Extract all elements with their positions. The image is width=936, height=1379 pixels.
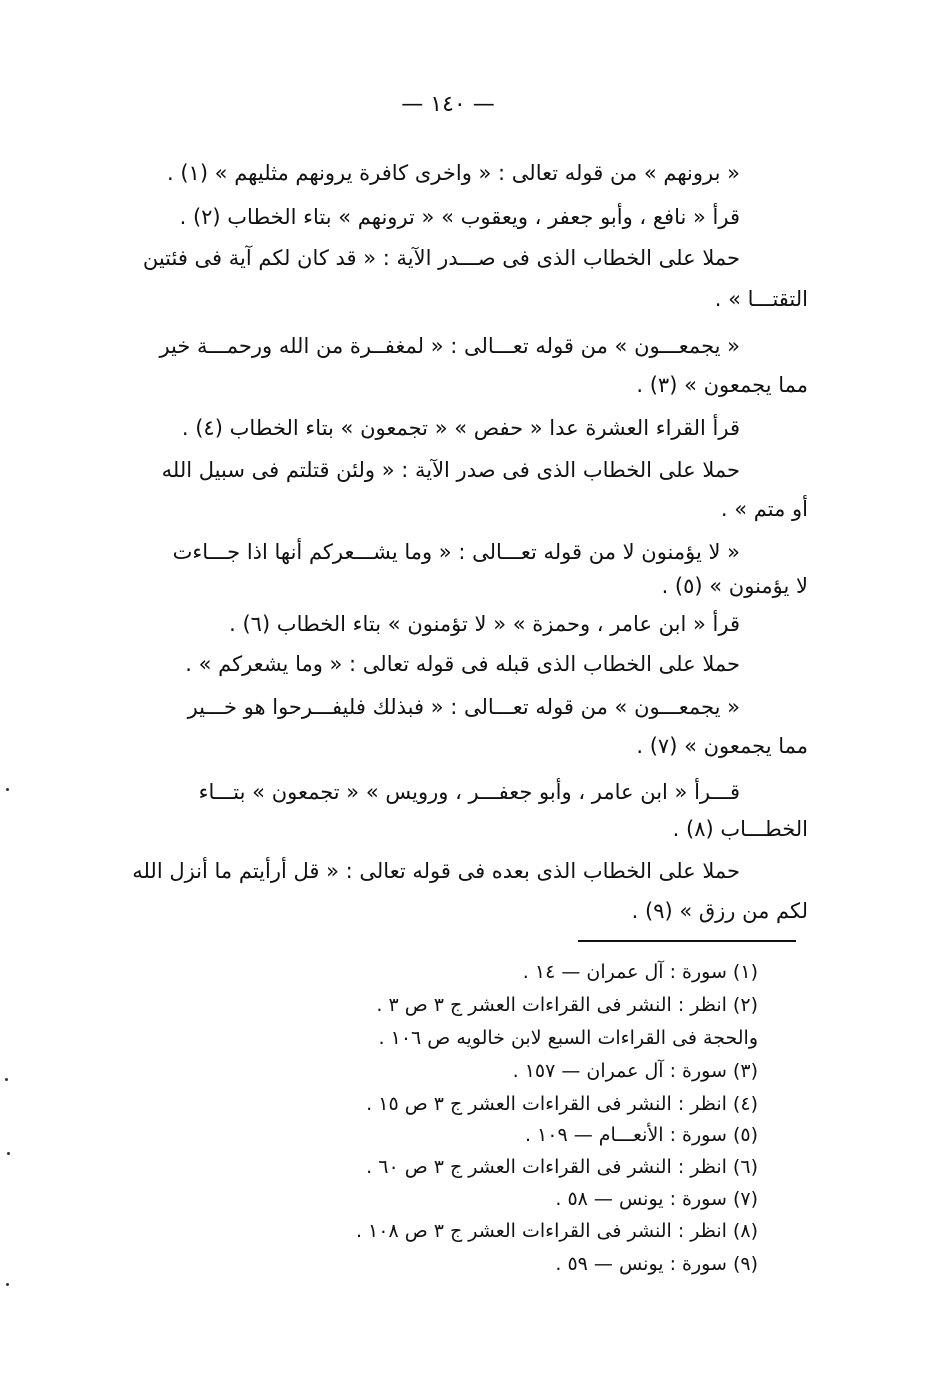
footnote: (٨) انظر : النشر فى القراءات العشر ج ٣ ص ١٠٨ .: [355, 1220, 758, 1242]
body-line: « يجمعـــون » من قوله تعـــالى : « لمغفــرة من الله ورحمـــة خير: [159, 334, 740, 358]
footnote: والحجة فى القراءات السبع لابن خالويه ص ١٠٦ .: [378, 1027, 758, 1049]
body-line: حملا على الخطاب الذى قبله فى قوله تعالى : « وما يشعركم » .: [185, 652, 740, 676]
body-line: قرأ « نافع ، وأبو جعفر ، ويعقوب » « ترونهم » بتاء الخطاب (٢) .: [179, 205, 740, 229]
body-line: « لا يؤمنون لا من قوله تعـــالى : « وما يشـــعركم أنها اذا جـــاءت: [172, 540, 740, 564]
footnote: (١) سورة : آل عمران — ١٤ .: [522, 961, 758, 983]
body-line: « يجمعـــون » من قوله تعـــالى : « فبذلك فليفـــرحوا هو خـــير: [187, 695, 740, 719]
footnote: (٤) انظر : النشر فى القراءات العشر ج ٣ ص ١٥ .: [366, 1093, 758, 1115]
body-line: حملا على الخطاب الذى بعده فى قوله تعالى : « قل أرأيتم ما أنزل الله: [132, 859, 740, 883]
body-line: حملا على الخطاب الذى فى صدر الآية : « ولئن قتلتم فى سبيل الله: [161, 458, 740, 482]
page-number: — ١٤٠ —: [401, 92, 495, 117]
body-line: التقتـــا » .: [714, 287, 808, 311]
body-line: لا يؤمنون » (٥) .: [661, 574, 808, 598]
body-line: حملا على الخطاب الذى فى صـــدر الآية : « قد كان لكم آية فى فئتين: [142, 246, 740, 270]
footnote-separator: [578, 940, 796, 942]
scan-speck: [6, 788, 9, 791]
scan-speck: [7, 1152, 10, 1155]
body-line: لكم من رزق » (٩) .: [631, 899, 808, 923]
body-line: قرأ القراء العشرة عدا « حفص » « تجمعون » بتاء الخطاب (٤) .: [181, 416, 740, 440]
body-line: مما يجمعون » (٧) .: [636, 734, 808, 758]
scan-speck: [6, 1283, 9, 1286]
footnote: (٣) سورة : آل عمران — ١٥٧ .: [512, 1060, 758, 1082]
footnote: (٧) سورة : يونس — ٥٨ .: [555, 1188, 758, 1210]
body-line: أو متم » .: [720, 497, 808, 521]
body-line: « برونهم » من قوله تعالى : « واخرى كافرة يرونهم مثليهم » (١) .: [166, 161, 740, 185]
footnote: (٦) انظر : النشر فى القراءات العشر ج ٣ ص ٦٠ .: [366, 1156, 758, 1178]
footnote: (٩) سورة : يونس — ٥٩ .: [555, 1253, 758, 1275]
body-line: مما يجمعون » (٣) .: [636, 373, 808, 397]
body-line: قرأ « ابن عامر ، وحمزة » « لا تؤمنون » بتاء الخطاب (٦) .: [229, 612, 740, 636]
scan-speck: [5, 1078, 8, 1081]
body-line: قـــرأ « ابن عامر ، وأبو جعفـــر ، ورويس » « تجمعون » بتـــاء: [198, 780, 740, 804]
footnote: (٥) سورة : الأنعـــام — ١٠٩ .: [524, 1124, 758, 1146]
footnote: (٢) انظر : النشر فى القراءات العشر ج ٣ ص ٣ .: [376, 994, 758, 1016]
body-line: الخطـــاب (٨) .: [672, 817, 808, 841]
